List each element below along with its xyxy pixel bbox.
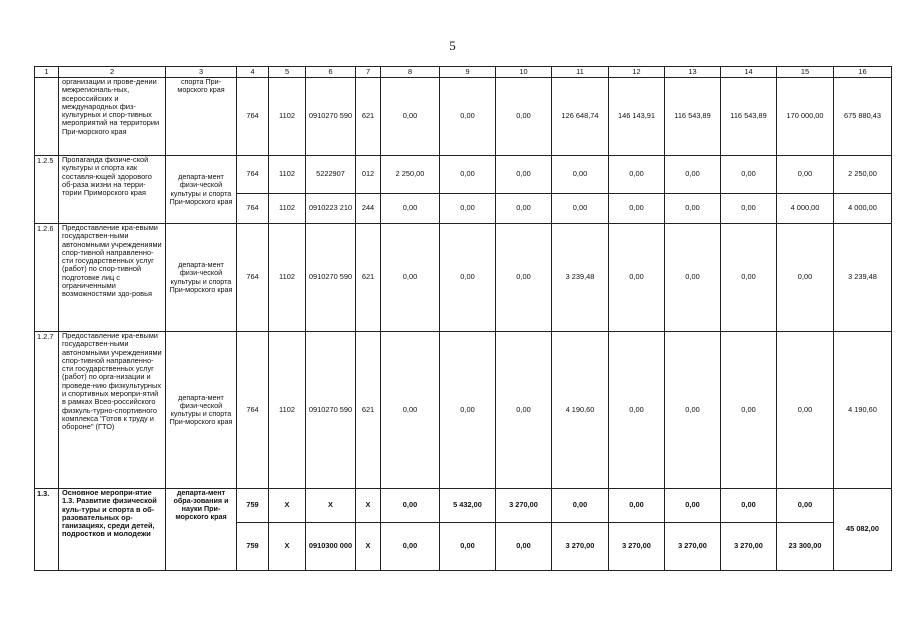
event-name: организации и прове-дении межрегиональ-ных, всероссийских и международных физ-культурных и спор-тивных мероприятий на территории При-морского края (59, 78, 166, 156)
cell: 0,00 (496, 224, 552, 332)
cell: 0,00 (777, 332, 834, 489)
column-header: 4 (237, 67, 269, 78)
cell: 116 543,89 (665, 78, 721, 156)
cell: 0,00 (496, 523, 552, 571)
cell: 621 (356, 332, 381, 489)
cell: 0,00 (609, 194, 665, 224)
row-number (35, 78, 59, 156)
cell: 0,00 (440, 194, 496, 224)
cell: 0910223 210 (306, 194, 356, 224)
cell: 0,00 (665, 489, 721, 523)
department: департа-мент физи-ческой культуры и спорта При-морского края (166, 224, 237, 332)
cell: 0,00 (609, 224, 665, 332)
cell: 0,00 (721, 224, 777, 332)
cell: 146 143,91 (609, 78, 665, 156)
cell: 0,00 (496, 332, 552, 489)
cell: 0,00 (777, 489, 834, 523)
cell: 0910300 000 (306, 523, 356, 571)
cell: 0,00 (381, 489, 440, 523)
cell: X (356, 523, 381, 571)
cell: 4 000,00 (777, 194, 834, 224)
cell: 3 239,48 (834, 224, 892, 332)
cell: 759 (237, 489, 269, 523)
cell: 0,00 (609, 489, 665, 523)
event-name: Основное меропри-ятие 1.3. Развитие физической куль-туры и спорта в об-разовательных ор-ганизациях, среди детей, подростков и молодежи (59, 489, 166, 571)
cell: 0,00 (440, 224, 496, 332)
cell: 1102 (269, 78, 306, 156)
cell: 0,00 (440, 523, 496, 571)
cell: 759 (237, 523, 269, 571)
column-header: 15 (777, 67, 834, 78)
cell: 0,00 (381, 78, 440, 156)
cell: 0910270 590 (306, 224, 356, 332)
column-header: 11 (552, 67, 609, 78)
department: департа-мент физи-ческой культуры и спорта При-морского края (166, 156, 237, 224)
cell: 764 (237, 224, 269, 332)
column-header: 5 (269, 67, 306, 78)
budget-table (34, 66, 892, 571)
cell: 764 (237, 332, 269, 489)
cell: 0,00 (440, 78, 496, 156)
row-number: 1.2.5 (35, 156, 59, 224)
cell: 3 270,00 (665, 523, 721, 571)
column-header: 8 (381, 67, 440, 78)
cell: 0,00 (609, 156, 665, 194)
cell: 0910270 590 (306, 78, 356, 156)
cell: 4 000,00 (834, 194, 892, 224)
cell: 3 270,00 (721, 523, 777, 571)
cell: X (269, 489, 306, 523)
cell: 1102 (269, 156, 306, 194)
cell: 170 000,00 (777, 78, 834, 156)
page-number: 5 (449, 38, 456, 53)
cell: 0,00 (440, 332, 496, 489)
column-header: 12 (609, 67, 665, 78)
column-header: 10 (496, 67, 552, 78)
table-row (35, 224, 892, 332)
cell: 0,00 (665, 224, 721, 332)
column-header: 14 (721, 67, 777, 78)
cell: 2 250,00 (381, 156, 440, 194)
cell: 4 190,60 (834, 332, 892, 489)
cell: 0,00 (721, 156, 777, 194)
cell: 0,00 (777, 156, 834, 194)
cell: 0,00 (777, 224, 834, 332)
cell: 0,00 (609, 332, 665, 489)
department: департа-мент обра-зования и науки При-морского края (166, 489, 237, 571)
cell: X (269, 523, 306, 571)
cell: 0,00 (496, 156, 552, 194)
table-row (35, 332, 892, 489)
cell: 0,00 (381, 224, 440, 332)
cell: 3 270,00 (496, 489, 552, 523)
table-row (35, 78, 892, 156)
table-row (35, 489, 892, 523)
cell: 0,00 (552, 489, 609, 523)
event-name: Пропаганда физиче-ской культуры и спорта как составля-ющей здорового об-раза жизни на терри-тории Приморского края (59, 156, 166, 224)
cell: 0,00 (381, 523, 440, 571)
column-header: 1 (35, 67, 59, 78)
row-number: 1.2.7 (35, 332, 59, 489)
cell: 0,00 (496, 78, 552, 156)
cell: 0,00 (440, 156, 496, 194)
cell: 5 432,00 (440, 489, 496, 523)
event-name: Предоставление кра-евыми государствен-ными автономными учреждениями спор-тивной направленно-сти государственных услуг (работ) по спор-тивной подготовке лиц с ограниченными возможностями здо-ровья (59, 224, 166, 332)
cell: 0,00 (552, 194, 609, 224)
event-name: Предоставление кра-евыми государствен-ными автономными учреждениями спор-тивной направленно-сти государственных услуг (работ) по орга-низации и проведе-нию физкультурных и спортивных меропри-ятий в рамках Всео-российского физкуль-турно-спортивного комплекса "Готов к труду и обороне" (ГТО) (59, 332, 166, 489)
cell: 2 250,00 (834, 156, 892, 194)
column-header: 3 (166, 67, 237, 78)
column-header: 7 (356, 67, 381, 78)
row-number: 1.2.6 (35, 224, 59, 332)
cell: 764 (237, 156, 269, 194)
cell: 764 (237, 78, 269, 156)
column-header: 2 (59, 67, 166, 78)
cell: 116 543,89 (721, 78, 777, 156)
cell: 1102 (269, 194, 306, 224)
cell: 0,00 (721, 194, 777, 224)
department: спорта При-морского края (166, 78, 237, 156)
cell: 0,00 (665, 332, 721, 489)
cell: 3 239,48 (552, 224, 609, 332)
column-header: 16 (834, 67, 892, 78)
cell: 675 880,43 (834, 78, 892, 156)
cell: 0,00 (381, 332, 440, 489)
table-row (35, 156, 892, 194)
total-cell: 45 082,00 (834, 489, 892, 571)
cell: 3 270,00 (609, 523, 665, 571)
cell: 3 270,00 (552, 523, 609, 571)
cell: 0910270 590 (306, 332, 356, 489)
column-header: 13 (665, 67, 721, 78)
cell: 126 648,74 (552, 78, 609, 156)
cell: 1102 (269, 332, 306, 489)
cell: 0,00 (721, 332, 777, 489)
cell: 1102 (269, 224, 306, 332)
header-row (35, 67, 892, 78)
column-header: 9 (440, 67, 496, 78)
cell: 764 (237, 194, 269, 224)
cell: X (306, 489, 356, 523)
cell: 0,00 (552, 156, 609, 194)
cell: 621 (356, 224, 381, 332)
cell: 621 (356, 78, 381, 156)
cell: 012 (356, 156, 381, 194)
cell: 0,00 (721, 489, 777, 523)
cell: 23 300,00 (777, 523, 834, 571)
row-number: 1.3. (35, 489, 59, 571)
column-header: 6 (306, 67, 356, 78)
cell: 0,00 (496, 194, 552, 224)
cell: 5222907 (306, 156, 356, 194)
department: департа-мент физи-ческой культуры и спорта При-морского края (166, 332, 237, 489)
cell: 0,00 (665, 194, 721, 224)
cell: 0,00 (381, 194, 440, 224)
cell: 4 190,60 (552, 332, 609, 489)
cell: 244 (356, 194, 381, 224)
cell: 0,00 (665, 156, 721, 194)
cell: X (356, 489, 381, 523)
